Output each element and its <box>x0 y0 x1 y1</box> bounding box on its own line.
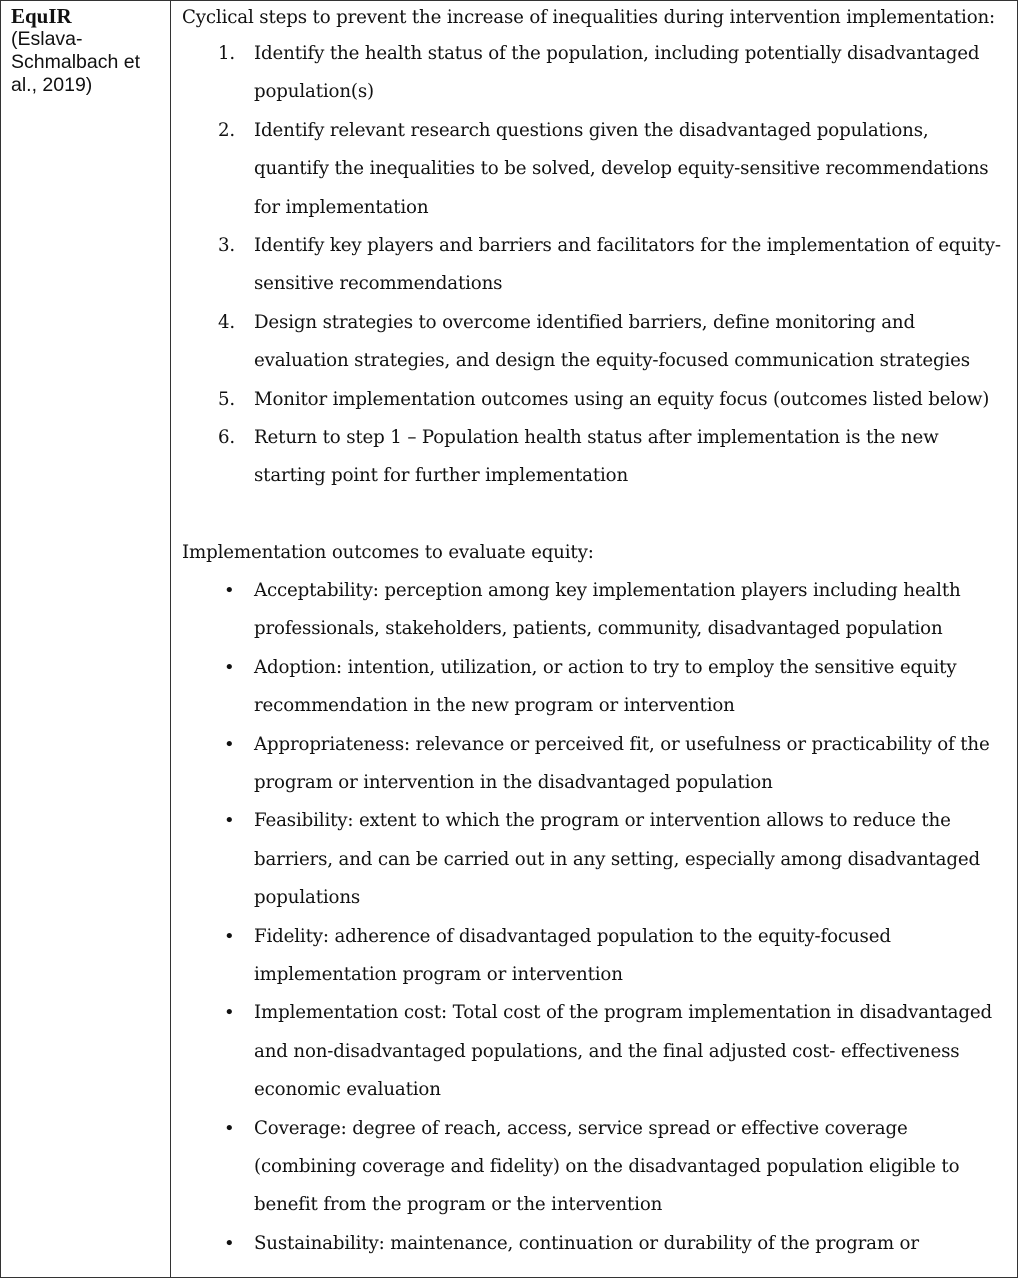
column-divider <box>170 1 171 1277</box>
step-text: Identify relevant research questions given the disadvantaged populations, quantify the inequalities to be solved, develop equity-sensitive recommendations for implementation <box>254 119 989 218</box>
step-text: Monitor implementation outcomes using an equity focus (outcomes listed below) <box>254 388 990 410</box>
step-text: Identify key players and barriers and facilitators for the implementation of equity-sensitive recommendations <box>254 235 1001 295</box>
list-item <box>182 802 1008 917</box>
bullet-icon: • <box>224 579 235 601</box>
bullet-icon: • <box>224 1002 235 1024</box>
bullet-icon: • <box>224 733 235 755</box>
description-cell <box>182 1 1008 1263</box>
framework-cell <box>11 5 167 97</box>
list-item <box>182 381 1008 419</box>
list-item <box>182 918 1008 995</box>
outcome-text: Adoption: intention, utilization, or action to try to employ the sensitive equity recommendation in the new program or intervention <box>254 656 957 717</box>
step-number: 4. <box>218 311 236 333</box>
bullet-icon: • <box>224 925 235 947</box>
step-number: 1. <box>218 43 236 64</box>
bullet-icon: • <box>224 1117 235 1139</box>
list-item <box>182 1110 1008 1225</box>
bullet-icon: • <box>224 1232 235 1254</box>
bullet-icon: • <box>224 810 235 832</box>
outcomes-heading: Implementation outcomes to evaluate equity: <box>182 541 594 563</box>
outcome-text: Appropriateness: relevance or perceived fit, or usefulness or practicability of the program or intervention in the disadvantaged population <box>254 733 990 793</box>
outcome-text: Fidelity: adherence of disadvantaged population to the equity-focused implementation program or intervention <box>254 925 891 985</box>
framework-citation: (Eslava-Schmalbach et al., 2019) <box>11 28 140 96</box>
bullet-icon: • <box>224 656 235 678</box>
steps-heading: Cyclical steps to prevent the increase of inequalities during intervention implementation: <box>182 7 996 28</box>
list-item <box>182 994 1008 1109</box>
list-item <box>182 304 1008 381</box>
step-number: 5. <box>218 388 236 410</box>
framework-name: EquIR <box>11 4 72 28</box>
list-item <box>182 726 1008 803</box>
list-item <box>182 1225 1008 1263</box>
step-number: 6. <box>218 427 236 449</box>
list-item <box>182 112 1008 227</box>
outcome-text: Sustainability: maintenance, continuation or durability of the program or <box>254 1232 919 1254</box>
outcome-text: Feasibility: extent to which the program or intervention allows to reduce the barriers, and can be carried out in any setting, especially among disadvantaged populations <box>254 810 980 909</box>
list-item <box>182 35 1008 112</box>
step-number: 3. <box>218 235 236 257</box>
step-text: Return to step 1 – Population health status after implementation is the new starting point for further implementation <box>254 427 939 487</box>
outcome-text: Coverage: degree of reach, access, service spread or effective coverage (combining coverage and fidelity) on the disadvantaged population eligible to benefit from the program or the intervention <box>254 1117 960 1216</box>
step-number: 2. <box>218 119 236 141</box>
step-text: Identify the health status of the population, including potentially disadvantaged population(s) <box>254 43 980 103</box>
outcomes-list <box>182 572 1008 1263</box>
outcome-text: Implementation cost: Total cost of the program implementation in disadvantaged and non-disadvantaged populations, and the final adjusted cost- effectiveness economic evaluation <box>254 1002 992 1101</box>
list-item <box>182 227 1008 304</box>
outcome-text: Acceptability: perception among key implementation players including health professionals, stakeholders, patients, community, disadvantaged population <box>254 579 961 640</box>
list-item <box>182 649 1008 726</box>
list-item <box>182 419 1008 496</box>
list-item <box>182 572 1008 649</box>
section-spacer <box>182 496 1008 534</box>
steps-list <box>182 35 1008 496</box>
step-text: Design strategies to overcome identified barriers, define monitoring and evaluation strategies, and design the equity-focused communication strategies <box>254 311 970 372</box>
